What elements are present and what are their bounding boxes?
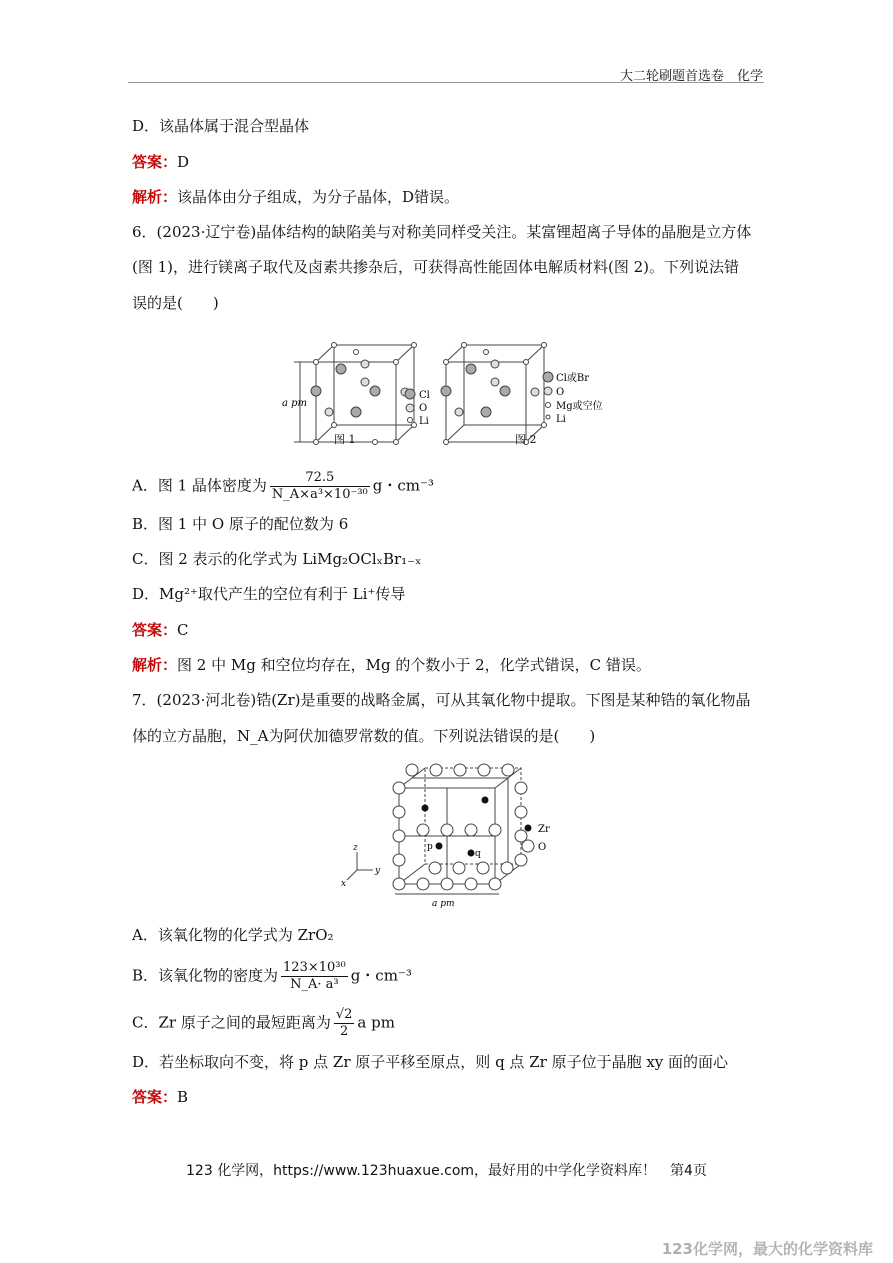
- q7-point-p: p: [427, 842, 433, 852]
- fig2-legend-o: O: [556, 387, 565, 398]
- q5-answer: [132, 152, 189, 172]
- explain-text: 该晶体由分子组成，为分子晶体，D错误。: [177, 188, 460, 206]
- q6-stem-line2: (图 1)，进行镁离子取代及卤素共掺杂后，可获得高性能固体电解质材料(图 2)。下列说法错: [132, 258, 740, 276]
- fig2-legend-mg: Mg或空位: [556, 401, 603, 412]
- option-b-unit: g・cm⁻³: [350, 966, 412, 985]
- q6-option-d: D．Mg²⁺取代产生的空位有利于 Li⁺传导: [132, 585, 406, 603]
- q6-figures: [280, 335, 620, 450]
- q6-explanation: [132, 655, 651, 675]
- fig1-legend-li: Li: [419, 416, 429, 427]
- q7-o-atoms: [393, 764, 527, 890]
- q7-axes: [347, 852, 373, 880]
- answer-value: C: [177, 621, 189, 639]
- q6-stem-text: 晶体结构的缺陷美与对称美同样受关注。某富锂超离子导体的晶胞是立方体: [256, 223, 752, 241]
- fig1-side-label: a pm: [282, 398, 308, 409]
- q7-option-a: A．该氧化物的化学式为 ZrO₂: [132, 926, 334, 944]
- q6-option-a: [132, 470, 434, 503]
- option-c-num: √2: [335, 1007, 353, 1022]
- fig2-legend: [543, 371, 603, 425]
- answer-value: D: [177, 153, 190, 171]
- option-a-num: 72.5: [270, 470, 370, 487]
- option-c-prefix: C．Zr 原子之间的最短距离为: [132, 1013, 331, 1032]
- q7-axis-z: z: [353, 843, 358, 853]
- q7-option-c: [132, 1007, 395, 1040]
- q6-answer: [132, 620, 189, 640]
- q7-axis-x: x: [341, 879, 347, 889]
- q7-axis-y: y: [375, 866, 381, 876]
- option-b-prefix: B．该氧化物的密度为: [132, 966, 279, 985]
- q6-stem-line1: [132, 222, 751, 242]
- q5-option-d: D．该晶体属于混合型晶体: [132, 117, 310, 135]
- option-a-prefix: A．图 1 晶体密度为: [132, 476, 267, 495]
- page-footer: 123 化学网，https://www.123huaxue.com，最好用的中学化学资料库！ 第4页: [186, 1163, 707, 1179]
- answer-label: 答案：: [132, 1088, 178, 1106]
- fig2-legend-clbr: Cl或Br: [556, 373, 589, 384]
- q7-source: (2023·河北卷): [156, 691, 257, 709]
- page-header: 大二轮刷题首选卷 化学: [619, 69, 763, 84]
- q7-legend-o: O: [538, 842, 547, 853]
- q7-side-label: a pm: [432, 899, 455, 909]
- fig1-legend-o: O: [419, 403, 428, 414]
- answer-label: 答案：: [132, 621, 178, 639]
- option-a-den: N_A×a³×10⁻³⁰: [271, 487, 368, 502]
- q7-stem-text: 锆(Zr)是重要的战略金属，可从其氧化物中提取。下图是某种锆的氧化物晶: [256, 691, 751, 709]
- q7-stem-line1: [132, 690, 751, 710]
- fig1-legend-cl: Cl: [419, 390, 430, 401]
- q7-option-b: [132, 960, 412, 993]
- fig2-legend-li: Li: [556, 414, 566, 425]
- q7-stem-line2: 体的立方晶胞，N_A为阿伏加德罗常数的值。下列说法错误的是( ): [132, 727, 596, 745]
- q6-source: (2023·辽宁卷): [156, 223, 257, 241]
- q7-answer: [132, 1087, 188, 1107]
- option-a-fraction: [270, 470, 370, 503]
- option-c-unit: a pm: [357, 1013, 395, 1032]
- q7-legend-zr: Zr: [538, 824, 550, 835]
- q6-option-b: B．图 1 中 O 原子的配位数为 6: [132, 515, 349, 533]
- option-a-unit: g・cm⁻³: [372, 476, 434, 495]
- q7-figure: [335, 760, 565, 910]
- explain-label: 解析：: [132, 656, 178, 674]
- q7-option-d: D．若坐标取向不变，将 p 点 Zr 原子平移至原点，则 q 点 Zr 原子位于晶胞 xy 面的面心: [132, 1053, 729, 1071]
- answer-label: 答案：: [132, 153, 178, 171]
- fig2-caption-text: 图 2: [515, 433, 537, 446]
- watermark: 123化学网，最大的化学资料库: [661, 1240, 873, 1258]
- option-c-fraction: [334, 1007, 355, 1040]
- q5-explanation: [132, 187, 459, 207]
- fig1-caption-text: 图 1: [334, 433, 356, 446]
- option-c-den: 2: [339, 1024, 349, 1039]
- q6-number: 6．: [132, 223, 157, 241]
- fig1-legend: [405, 389, 430, 427]
- answer-value: B: [177, 1088, 189, 1106]
- q7-number: 7．: [132, 691, 157, 709]
- header-rule: [128, 82, 764, 83]
- q6-option-c: C．图 2 表示的化学式为 LiMg₂OClₓBr₁₋ₓ: [132, 550, 422, 568]
- option-b-den: N_A· a³: [290, 977, 339, 992]
- option-b-fraction: [281, 960, 348, 993]
- explain-label: 解析：: [132, 188, 178, 206]
- explain-text: 图 2 中 Mg 和空位均存在，Mg 的个数小于 2，化学式错误，C 错误。: [177, 656, 651, 674]
- q6-stem-line3: 误的是( ): [132, 294, 219, 312]
- option-b-num: 123×10³⁰: [283, 960, 346, 975]
- q7-point-q: q: [475, 849, 481, 859]
